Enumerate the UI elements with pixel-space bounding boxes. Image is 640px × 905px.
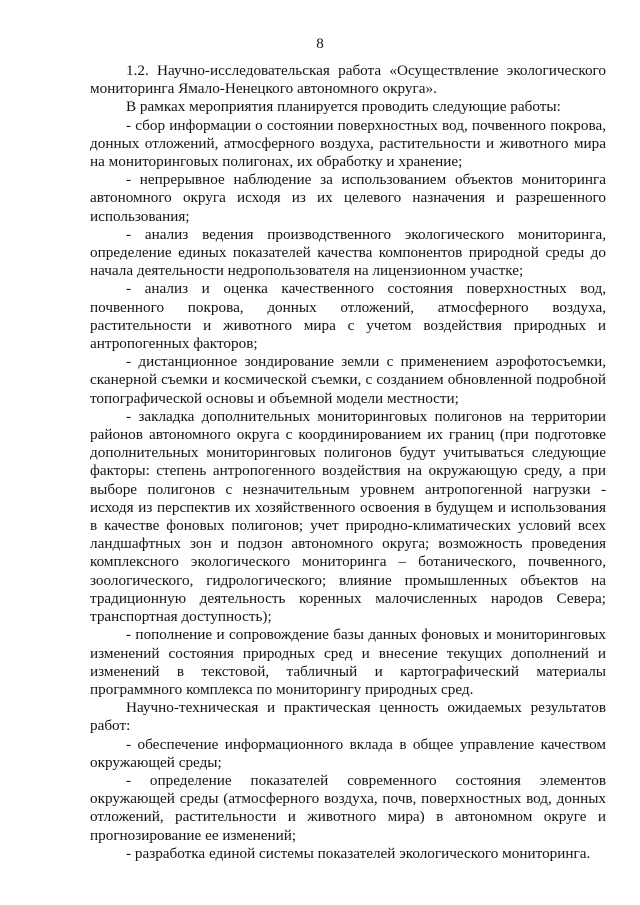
work-item: - дистанционное зондирование земли с применением аэрофотосъемки, сканерной съемки и космической съемки, с созданием обновленной подробной топографической основы и объемной модели местности; [90, 353, 606, 407]
work-item: - анализ ведения производственного экологического мониторинга, определение единых показателей качества компонентов природной среды до начала деятельности недропользователя на лицензионном участке; [90, 225, 606, 280]
work-item: - сбор информации о состоянии поверхностных вод, почвенного покрова, донных отложений, атмосферного воздуха, растительности и животного мира на мониторинговых полигонах, их обработку и хранение; [90, 116, 606, 171]
work-item: - закладка дополнительных мониторинговых полигонов на территории районов автономного округа с координированием их границ (при подготовке дополнительных мониторинговых полигонов будут учитываться следующие факторы: степень антропогенного воздействия на окружающую среду, а при выборе полигонов с незначительным уровнем антропогенной нагрузки - исходя из перспектив их хозяйственного освоения в будущем и использования в качестве фоновых полигонов; учет природно-климатических условий всех ландшафтных зон и подзон автономного округа; возможность проведения комплексного экологического мониторинга – ботанического, почвенного, зоологического, гидрологического; влияние промышленных объектов на традиционную деятельность коренных малочисленных народов Севера; транспортная доступность); [90, 407, 606, 626]
value-intro: Научно-техническая и практическая ценность ожидаемых результатов работ: [90, 699, 606, 735]
work-item: - непрерывное наблюдение за использованием объектов мониторинга автономного округа исходя из их целевого назначения и разрешенного использования; [90, 171, 606, 225]
value-item: - разработка единой системы показателей экологического мониторинга. [126, 844, 591, 862]
work-item: - пополнение и сопровождение базы данных фоновых и мониторинговых изменений состояния природных сред и внесение текущих дополнений и изменений в текстовой, табличный и картографический материалы программного комплекса по мониторингу природных сред. [90, 626, 606, 698]
page-number: 8 [316, 36, 324, 52]
value-item: - обеспечение информационного вклада в общее управление качеством окружающей среды; [90, 735, 606, 771]
section-heading: 1.2. Научно-исследовательская работа «Осуществление экологического мониторинга Ямало-Ненецкого автономного округа». [90, 62, 606, 98]
works-intro: В рамках мероприятия планируется проводить следующие работы: [126, 98, 561, 116]
work-item: - анализ и оценка качественного состояния поверхностных вод, почвенного покрова, донных отложений, атмосферного воздуха, растительности и животного мира с учетом воздействия природных и антропогенных факторов; [90, 280, 606, 353]
document-body [90, 62, 606, 863]
value-item: - определение показателей современного состояния элементов окружающей среды (атмосферного воздуха, почв, поверхностных вод, донных отложений, растительности и животного мира) в автономном округе и прогнозирование ее изменений; [90, 771, 606, 844]
